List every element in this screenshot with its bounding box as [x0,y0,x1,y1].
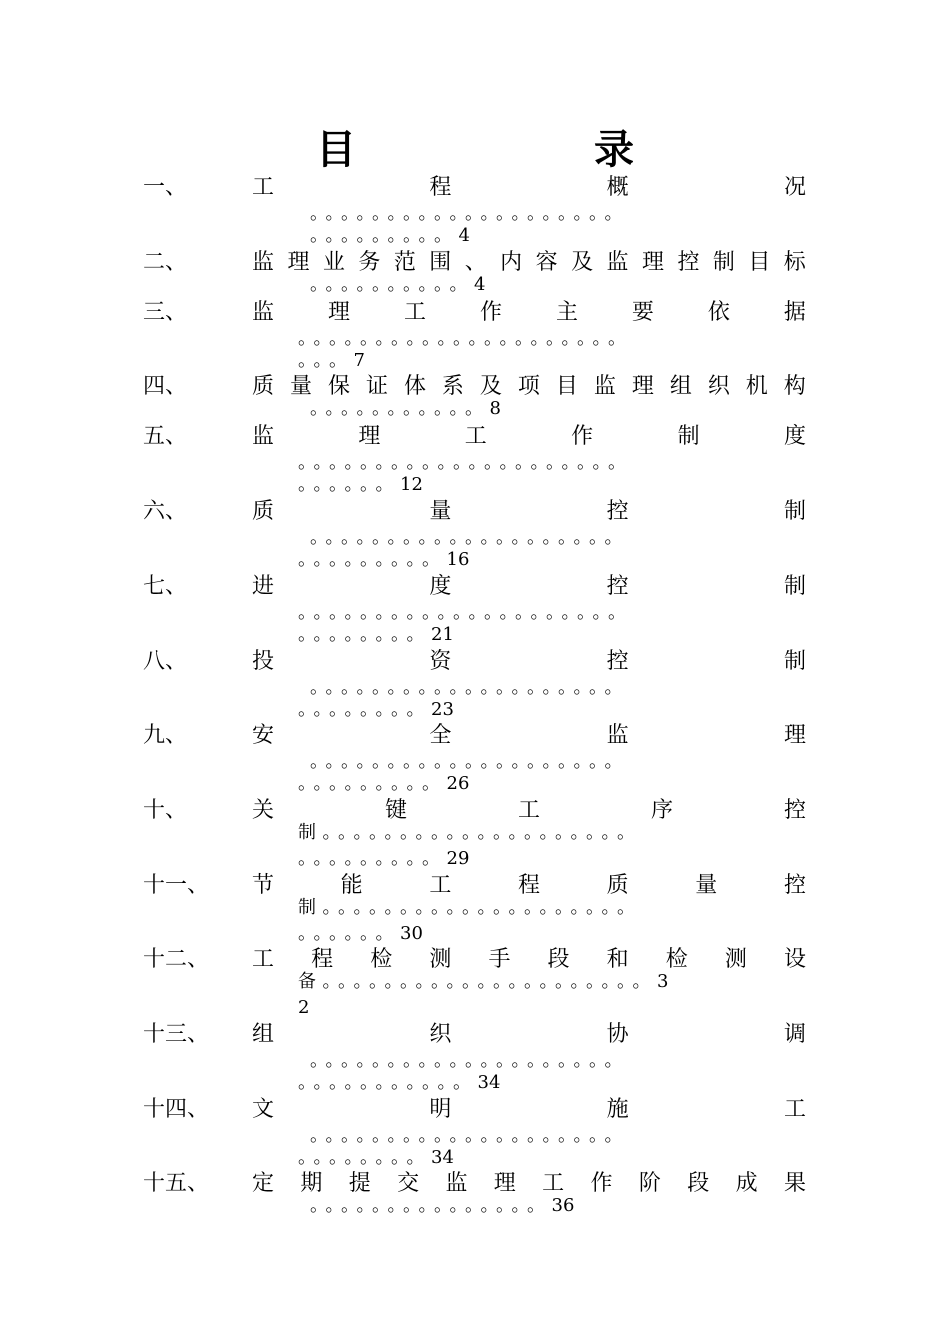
toc-entry-title: 工 程 概 况 [252,175,806,200]
toc-entry-number: 六、 [143,499,188,524]
toc-entry-number: 七、 [143,574,188,599]
toc-leader-line: 。。。。。。12 [298,474,423,495]
toc-leader-line: 。。。。。。。。。。。。。。。。。。。。 [310,1125,629,1146]
toc-entry-number: 十、 [143,798,188,823]
toc-entry-title: 质 量 保 证 体 系 及 项 目 监 理 组 织 机 构 [252,374,806,399]
toc-entry-title: 安 全 监 理 [252,723,806,748]
toc-leader-line: 。。。。。。。。。。。。。。。。。。。。 [310,751,629,772]
toc-entry-title: 工 程 检 测 手 段 和 检 测 设 [252,947,806,972]
toc-page-number: 8 [489,398,501,419]
toc-entry-title: 节 能 工 程 质 量 控 [252,873,806,898]
toc-entry-title: 质 量 控 制 [252,499,806,524]
toc-leader-line: 。。。。。。。。。。。34 [298,1072,501,1093]
toc-entry-number: 一、 [143,175,188,200]
toc-page-number-part: 3 [657,971,669,992]
toc-entry-title: 组 织 协 调 [252,1022,806,1047]
toc-entry-number: 八、 [143,649,188,674]
toc-entry-number: 十三、 [143,1022,210,1047]
toc-entry-title: 监 理 工 作 制 度 [252,424,806,449]
toc-leader-line: 。。。。。。。。。。。。。。。。。。。。。 [298,328,633,349]
toc-leader-line: 。。。。。。。。。。。8 [310,398,501,419]
toc-page-number: 12 [400,474,423,495]
toc-entry-number: 四、 [143,374,188,399]
toc-page-number: 4 [458,225,470,246]
toc-leader-line: 。。。。。。。。23 [298,699,454,720]
toc-leader-line: 制。。。。。。。。。。。。。。。。。。。。 [298,822,642,843]
toc-leader-line: 。。。。。。。。34 [298,1147,454,1168]
toc-entry-title: 定 期 提 交 监 理 工 作 阶 段 成 果 [252,1171,806,1196]
toc-entry-number: 十五、 [143,1171,210,1196]
toc-entry-number: 十二、 [143,947,210,972]
toc-leader-line: 。。。。。。。。。。。。。。。。。。。。 [310,1050,629,1071]
toc-leader-line: 。。。。。。。。。16 [298,549,470,570]
toc-entry-title: 进 度 控 制 [252,574,806,599]
toc-leader-line: 。。。7 [298,350,365,371]
toc-leader-line: 。。。。。。。。。。。。。。。。。。。。。 [298,602,633,623]
toc-leader-line: 。。。。。。30 [298,923,423,944]
toc-leader-line: 。。。。。。。。。。。。。。。。。。。。 [310,203,629,224]
toc-entry-number: 十四、 [143,1097,210,1122]
toc-leader-line: 。。。。。。。。。。。。。。。。。。。。 [310,677,629,698]
toc-page-number: 36 [551,1195,575,1216]
toc-entry-number: 九、 [143,723,188,748]
toc-leader-line [298,998,309,1018]
toc-entry-number: 五、 [143,424,188,449]
toc-entry-title: 文 明 施 工 [252,1097,806,1122]
toc-entry-title: 关 键 工 序 控 [252,798,806,823]
toc-leader-line: 备。。。。。。。。。。。。。。。。。。。。。3 [298,971,669,992]
toc-entry-title: 监 理 工 作 主 要 依 据 [252,300,806,325]
toc-page-number: 34 [431,1147,454,1168]
toc-entry-title: 投 资 控 制 [252,649,806,674]
toc-entry-title: 监 理 业 务 范 围 、 内 容 及 监 理 控 制 目 标 [252,250,806,275]
toc-leader-line: 。。。。。。。。。。4 [310,274,486,295]
toc-leader-line: 。。。。。。。。21 [298,624,454,645]
toc-leader-line: 。。。。。。。。。。。。。。。36 [310,1195,575,1216]
toc-leader-line: 。。。。。。。。。29 [298,848,470,869]
toc-page-number: 7 [353,350,365,371]
toc-leader-line: 。。。。。。。。。4 [310,225,470,246]
toc-page-number: 34 [477,1072,501,1093]
toc-page-number: 21 [431,624,454,645]
toc-page-number: 2 [298,997,310,1018]
toc-page-number: 23 [431,699,454,720]
toc-page-number: 4 [474,274,486,295]
toc-leader-line: 。。。。。。。。。。。。。。。。。。。。。 [298,452,633,473]
toc-entry-number: 三、 [143,300,188,325]
toc-entry-number: 十一、 [143,873,210,898]
toc-page-number: 16 [446,549,470,570]
toc-leader-line: 。。。。。。。。。。。。。。。。。。。。 [310,527,629,548]
toc-page-number: 26 [446,773,470,794]
toc-leader-line: 。。。。。。。。。26 [298,773,470,794]
toc-leader-line: 制。。。。。。。。。。。。。。。。。。。。 [298,897,642,918]
page-title: 目 录 [316,126,746,173]
toc-entry-number: 二、 [143,250,188,275]
toc-page-number: 30 [400,923,423,944]
toc-page-number: 29 [446,848,470,869]
